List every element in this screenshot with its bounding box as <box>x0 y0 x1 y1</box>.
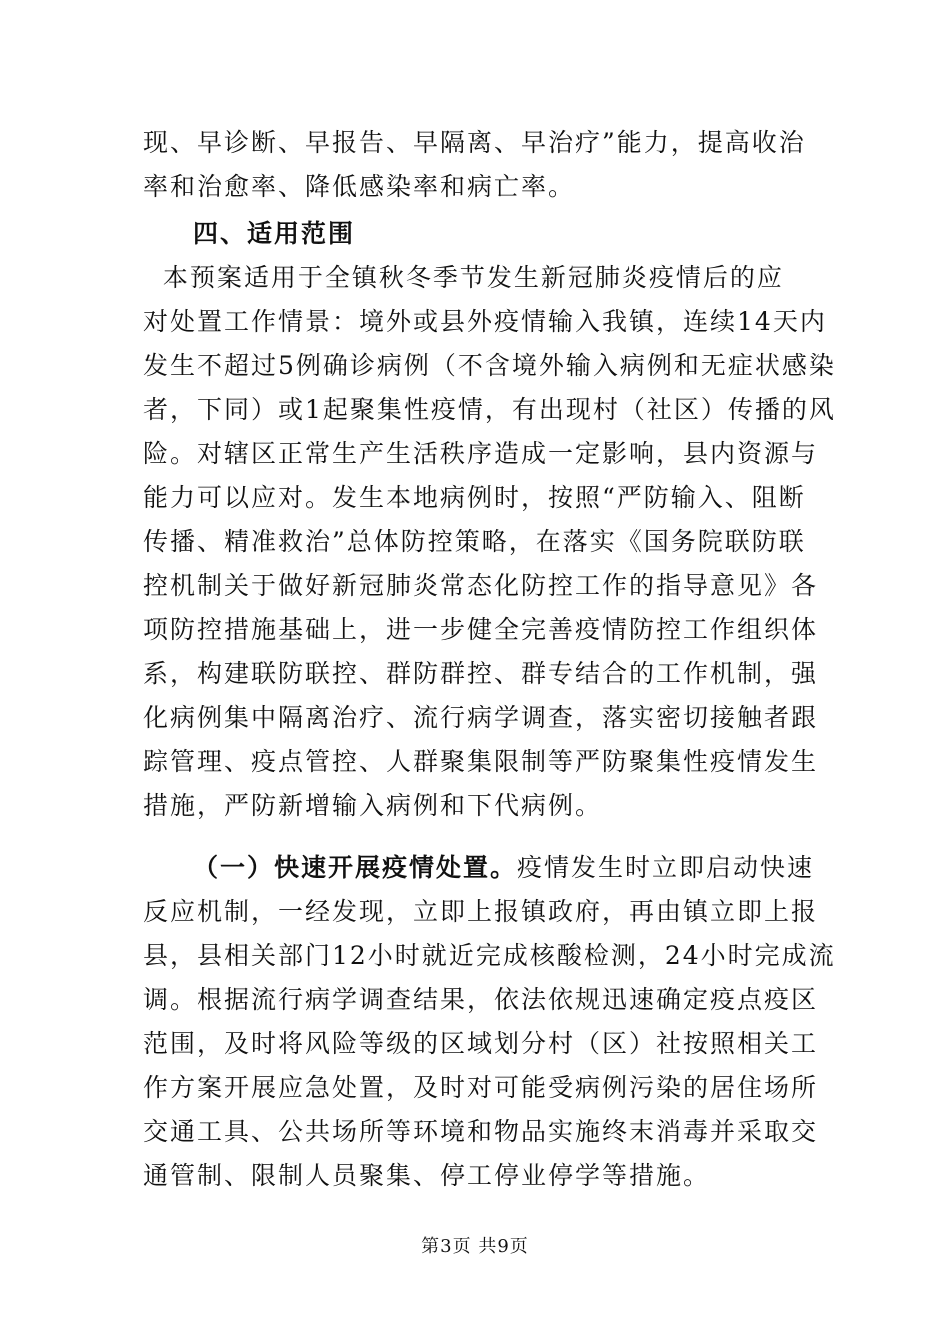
text-line: 险。对辖区正常生产生活秩序造成一定影响，县内资源与 <box>143 439 819 468</box>
text-line: 者，下同）或1起聚集性疫情，有出现村（社区）传播的风 <box>143 395 836 424</box>
subsection-paragraph <box>143 846 836 1198</box>
text-line: 系，构建联防联控、群防群控、群专结合的工作机制，强 <box>143 659 819 688</box>
text-line: 交通工具、公共场所等环境和物品实施终末消毒并采取交 <box>143 1117 819 1146</box>
scope-paragraph <box>143 256 836 828</box>
intro-paragraph <box>143 121 806 209</box>
text-line: 能力可以应对。发生本地病例时，按照“严防输入、阻断 <box>143 483 806 512</box>
text-line: 踪管理、疫点管控、人群聚集限制等严防聚集性疫情发生 <box>143 747 819 776</box>
text-line: 作方案开展应急处置，及时对可能受病例污染的居住场所 <box>143 1073 819 1102</box>
text-line: 调。根据流行病学调查结果，依法依规迅速确定疫点疫区 <box>143 985 819 1014</box>
subsection-first-line <box>143 846 815 890</box>
text-line: 通管制、限制人员聚集、停工停业停学等措施。 <box>143 1161 711 1190</box>
text-line: 措施，严防新增输入病例和下代病例。 <box>143 791 603 820</box>
text-line: 项防控措施基础上，进一步健全完善疫情防控工作组织体 <box>143 615 819 644</box>
text-line: 反应机制，一经发现，立即上报镇政府，再由镇立即上报 <box>143 897 819 926</box>
text-line: 传播、精准救治”总体防控策略，在落实《国务院联防联 <box>143 527 806 556</box>
text-line: 范围，及时将风险等级的区域划分村（区）社按照相关工 <box>143 1029 819 1058</box>
subsection-first-line-rest: 疫情发生时立即启动快速 <box>517 853 815 882</box>
text-line: 县，县相关部门12小时就近完成核酸检测，24小时完成流 <box>143 941 836 970</box>
text-line: 发生不超过5例确诊病例（不含境外输入病例和无症状感染 <box>143 351 836 380</box>
section-heading: 四、适用范围 <box>193 219 356 248</box>
page-footer: 第3页 共9页 <box>421 1236 529 1257</box>
text-line: 现、早诊断、早报告、早隔离、早治疗”能力，提高收治 <box>143 128 806 157</box>
text-line: 化病例集中隔离治疗、流行病学调查，落实密切接触者跟 <box>143 703 819 732</box>
text-line: 率和治愈率、降低感染率和病亡率。 <box>143 172 576 201</box>
text-line: 本预案适用于全镇秋冬季节发生新冠肺炎疫情后的应 <box>143 263 784 292</box>
subsection-heading: （一）快速开展疫情处置。 <box>193 853 518 882</box>
text-line: 对处置工作情景：境外或县外疫情输入我镇，连续14天内 <box>143 307 827 336</box>
text-line: 控机制关于做好新冠肺炎常态化防控工作的指导意见》各 <box>143 571 819 600</box>
